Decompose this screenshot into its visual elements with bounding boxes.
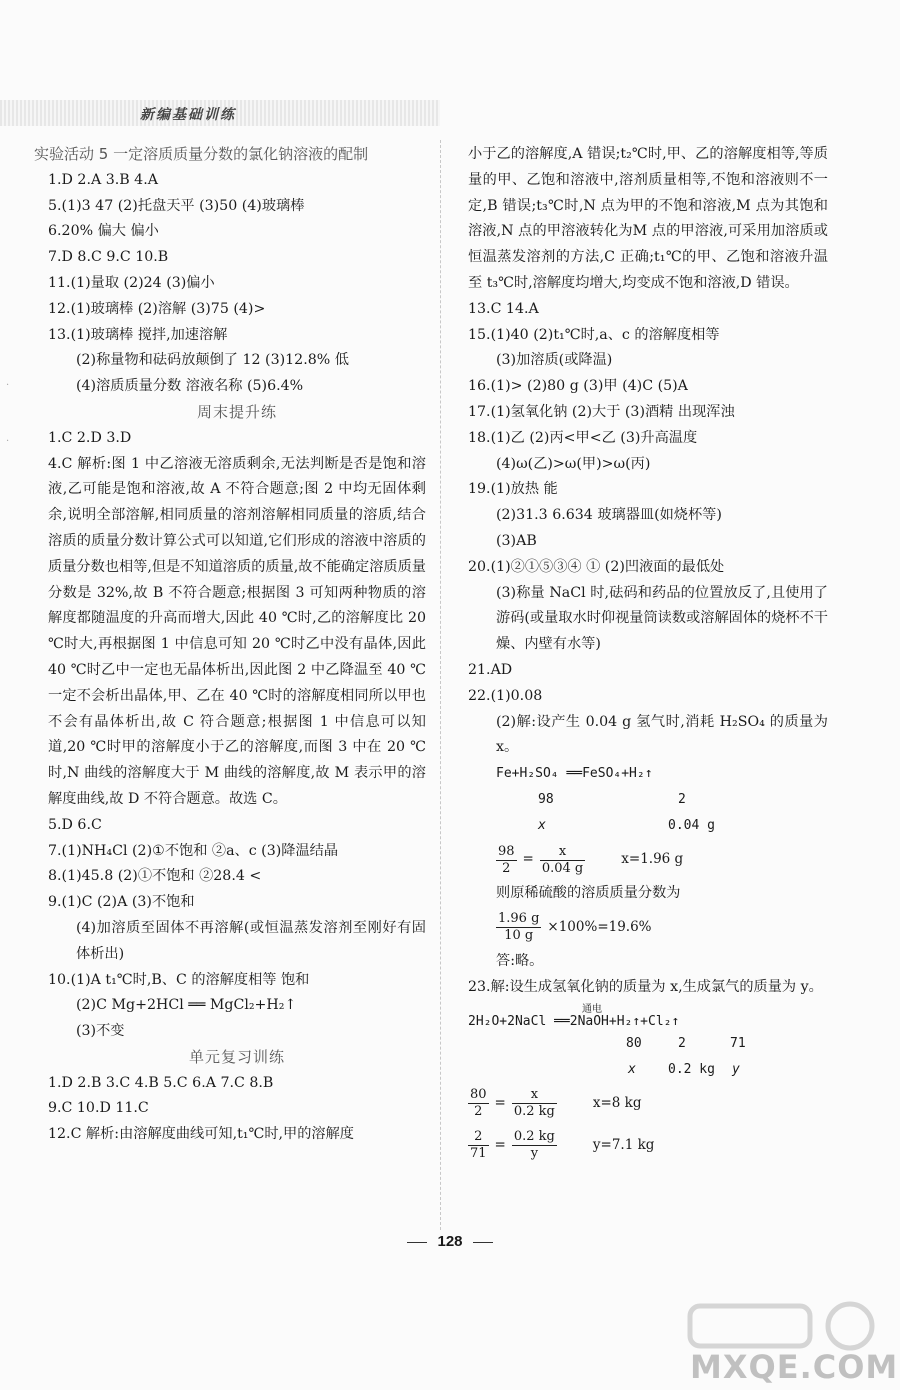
molar-mass: 2 [678,1035,686,1051]
answer-line: (2)称量物和砝码放颠倒了 12 (3)12.8% 低 [76,352,349,369]
answer-explanation: 4.C 解析:图 1 中乙溶液无溶质剩余,无法判断是否是饱和溶液,乙可能是饱和溶液,故 A 不符合题意;图 2 中均无固体剩余,说明全部溶解,相同质量的溶剂溶解相同质量的溶质,结合溶质的质量分数计算公式可以知道,它们形成的溶液中溶质的质量分数也相等,但是不知道溶质的质量,故不能确定溶质质量分数是 32%,故 B 不符合题意;根据图 3 可知两种物质的溶解度都随温度的升高而增大,因此 40 ℃时,乙的溶解度比 20 ℃时大,再根据图 1 中信息可知 20 ℃时乙中没有晶体,因此 40 ℃时乙中一定也无晶体析出,因此图 2 中乙降温至 40 ℃一定不会析出晶体,甲、乙在 40 ℃时的溶解度相同所以甲也不会有晶体析出,故 C 符合题意;根据图 1 中信息可以知道,20 ℃时甲的溶解度小于乙的溶解度,而图 3 中在 20 ℃时,N 曲线的溶解度大于 M 曲线的溶解度,故 M 表示甲的溶解度曲线,故 D 不符合题意。故选 C。 [48,455,426,807]
answer-line: (2)解:设产生 0.04 g 氢气时,消耗 H₂SO₄ 的质量为 x。 [496,713,828,756]
answer-line: 21.AD [468,661,513,678]
numerator: 98 [498,843,515,859]
chemical-equation [468,1001,828,1031]
equation-unknowns [468,813,828,839]
equation-masses [468,787,828,813]
known-mass: 0.2 kg [668,1061,715,1077]
answer-line: 16.(1)> (2)80 g (3)甲 (4)C (5)A [468,378,688,395]
answer-line: 18.(1)乙 (2)丙<甲<乙 (3)升高温度 [468,429,698,446]
fraction [496,911,541,944]
denominator: y [530,1146,539,1162]
answer-line: 12.(1)玻璃棒 (2)溶解 (3)75 (4)> [48,300,266,317]
fraction [468,1087,489,1120]
denominator: 0.04 g [541,860,584,876]
numerator: 80 [470,1087,487,1103]
molar-mass: 71 [730,1035,746,1051]
header-title: 新编基础训练 [140,107,236,123]
denominator: 2 [502,860,511,876]
denominator: 10 g [504,928,534,944]
known-mass: 0.04 g [668,818,715,834]
fraction [512,1129,557,1162]
answer-line: 12.C 解析:由溶解度曲线可知,t₁℃时,甲的溶解度 [48,1126,354,1143]
fraction-equation [468,1125,828,1167]
answer-line: 19.(1)放热 能 [468,481,558,498]
unknown-x: x [538,818,546,834]
chemical-equation [468,761,828,787]
answer-line: 13.C 14.A [468,300,539,317]
margin-mark: · [6,380,10,391]
section-heading-unit: 单元复习训练 [188,1047,285,1066]
equation-text: Fe+H₂SO₄ ══FeSO₄+H₂↑ [496,766,653,782]
fraction-equation [468,907,828,949]
margin-mark: · [6,436,10,447]
activity-heading: 实验活动 5 一定溶质质量分数的氯化钠溶液的配制 [34,145,369,163]
answer-line: 10.(1)A t₁℃时,B、C 的溶解度相等 饱和 [48,971,310,988]
answer-line: 17.(1)氢氧化钠 (2)大于 (3)酒精 出现浑浊 [468,403,735,420]
page-number-text: 128 [437,1233,463,1250]
equals-sign: = [494,1136,506,1153]
equation-unknowns [468,1057,828,1083]
answer-line: 1.D 2.B 3.C 4.B 5.C 6.A 7.C 8.B [48,1074,274,1091]
denominator: 71 [470,1146,487,1162]
fraction-equation [468,839,828,881]
numerator: 2 [468,1129,489,1146]
answer-line: (2)31.3 6.634 玻璃器皿(如烧杯等) [496,507,722,524]
answer-line: (4)ω(乙)>ω(甲)>ω(丙) [496,455,651,472]
answer-line: 15.(1)40 (2)t₁℃时,a、c 的溶解度相等 [468,326,720,343]
right-column [468,142,828,1167]
answer-line: 11.(1)量取 (2)24 (3)偏小 [48,274,215,291]
answer-line: 8.(1)45.8 (2)①不饱和 ②28.4 < [48,868,262,885]
equation-text: 2H₂O+2NaCl ══2NaOH+H₂↑+Cl₂↑ [468,1013,680,1029]
denominator: 0.2 kg [513,1104,555,1120]
result: y=7.1 kg [592,1136,655,1153]
answer-line: 7.D 8.C 9.C 10.B [48,249,169,266]
answer-line: (3)加溶质(或降温) [496,352,613,369]
answer-line: 13.(1)玻璃棒 搅拌,加速溶解 [48,326,228,343]
answer-line: (3)不变 [76,1023,125,1040]
answer-line: 20.(1)②①⑤③④ ① (2)凹液面的最低处 [468,558,725,575]
numerator: 1.96 g [498,911,540,927]
equation-masses [468,1031,828,1057]
molar-mass: 80 [626,1035,642,1051]
answer-line: 则原稀硫酸的溶质质量分数为 [496,885,681,902]
watermark-text: MXQE.COM [690,1348,899,1386]
answer-line: (4)溶质质量分数 溶液名称 (5)6.4% [76,378,304,395]
fraction [496,844,517,877]
answer-line: (3)AB [496,532,537,549]
answer-line: 1.C 2.D 3.D [48,429,132,446]
numerator: 0.2 kg [513,1129,555,1145]
column-divider [440,140,441,1230]
answer-line: (2)C Mg+2HCl ══ MgCl₂+H₂↑ [76,997,297,1014]
result: x=1.96 g [621,851,684,868]
molar-mass: 98 [538,792,554,808]
answer-line: (4)加溶质至固体不再溶解(或恒温蒸发溶剂至刚好有固体析出) [76,919,426,962]
fraction-equation [468,1083,828,1125]
answer-line: 22.(1)0.08 [468,687,543,704]
numerator: x [512,1087,557,1104]
fraction [468,1129,489,1162]
page-number [0,1233,900,1250]
answer-line: 6.20% 偏大 偏小 [48,223,159,240]
numerator: x [540,844,585,861]
fraction [512,1087,557,1120]
reaction-condition: 通电 [582,1003,602,1015]
answer-line: 1.D 2.A 3.B 4.A [48,171,158,188]
answer-line: 7.(1)NH₄Cl (2)①不饱和 ②a、c (3)降温结晶 [48,842,339,859]
equals-sign: = [522,851,534,868]
equals-sign: = [494,1094,506,1111]
answer-line: 9.C 10.D 11.C [48,1100,149,1117]
left-column [34,142,426,1148]
answer-line: 9.(1)C (2)A (3)不饱和 [48,894,195,911]
molar-mass: 2 [678,792,686,808]
denominator: 2 [474,1104,483,1120]
answer-line: 5.D 6.C [48,816,102,833]
fraction [540,844,585,877]
unknown-y: y [732,1061,740,1077]
result: ×100%=19.6% [547,919,652,936]
section-heading-weekend: 周末提升练 [196,402,277,421]
answer-line: 23.解:设生成氢氧化钠的质量为 x,生成氯气的质量为 y。 [468,978,823,995]
answer-line: 5.(1)3 47 (2)托盘天平 (3)50 (4)玻璃棒 [48,197,305,214]
answer-line: 答:略。 [496,952,544,969]
result: x=8 kg [592,1094,642,1111]
answer-explanation: 小于乙的溶解度,A 错误;t₂℃时,甲、乙的溶解度相等,等质量的甲、乙饱和溶液中,溶剂质量相等,不饱和溶液则不一定,B 错误;t₃℃时,N 点为甲的不饱和溶液,M 点为其饱和溶液,N 点的甲溶液转化为M 点的甲溶液,可采用加溶质或恒温蒸发溶剂的方法,C 正确;t₁℃的甲、乙饱和溶液升温至 t₃℃时,溶解度均增大,均变成不饱和溶液,D 错误。 [468,146,828,291]
answer-line: (3)称量 NaCl 时,砝码和药品的位置放反了,且使用了游码(或量取水时仰视量筒读数或溶解固体的烧杯不干燥、内壁有水等) [496,584,828,653]
unknown-x: x [628,1061,636,1077]
